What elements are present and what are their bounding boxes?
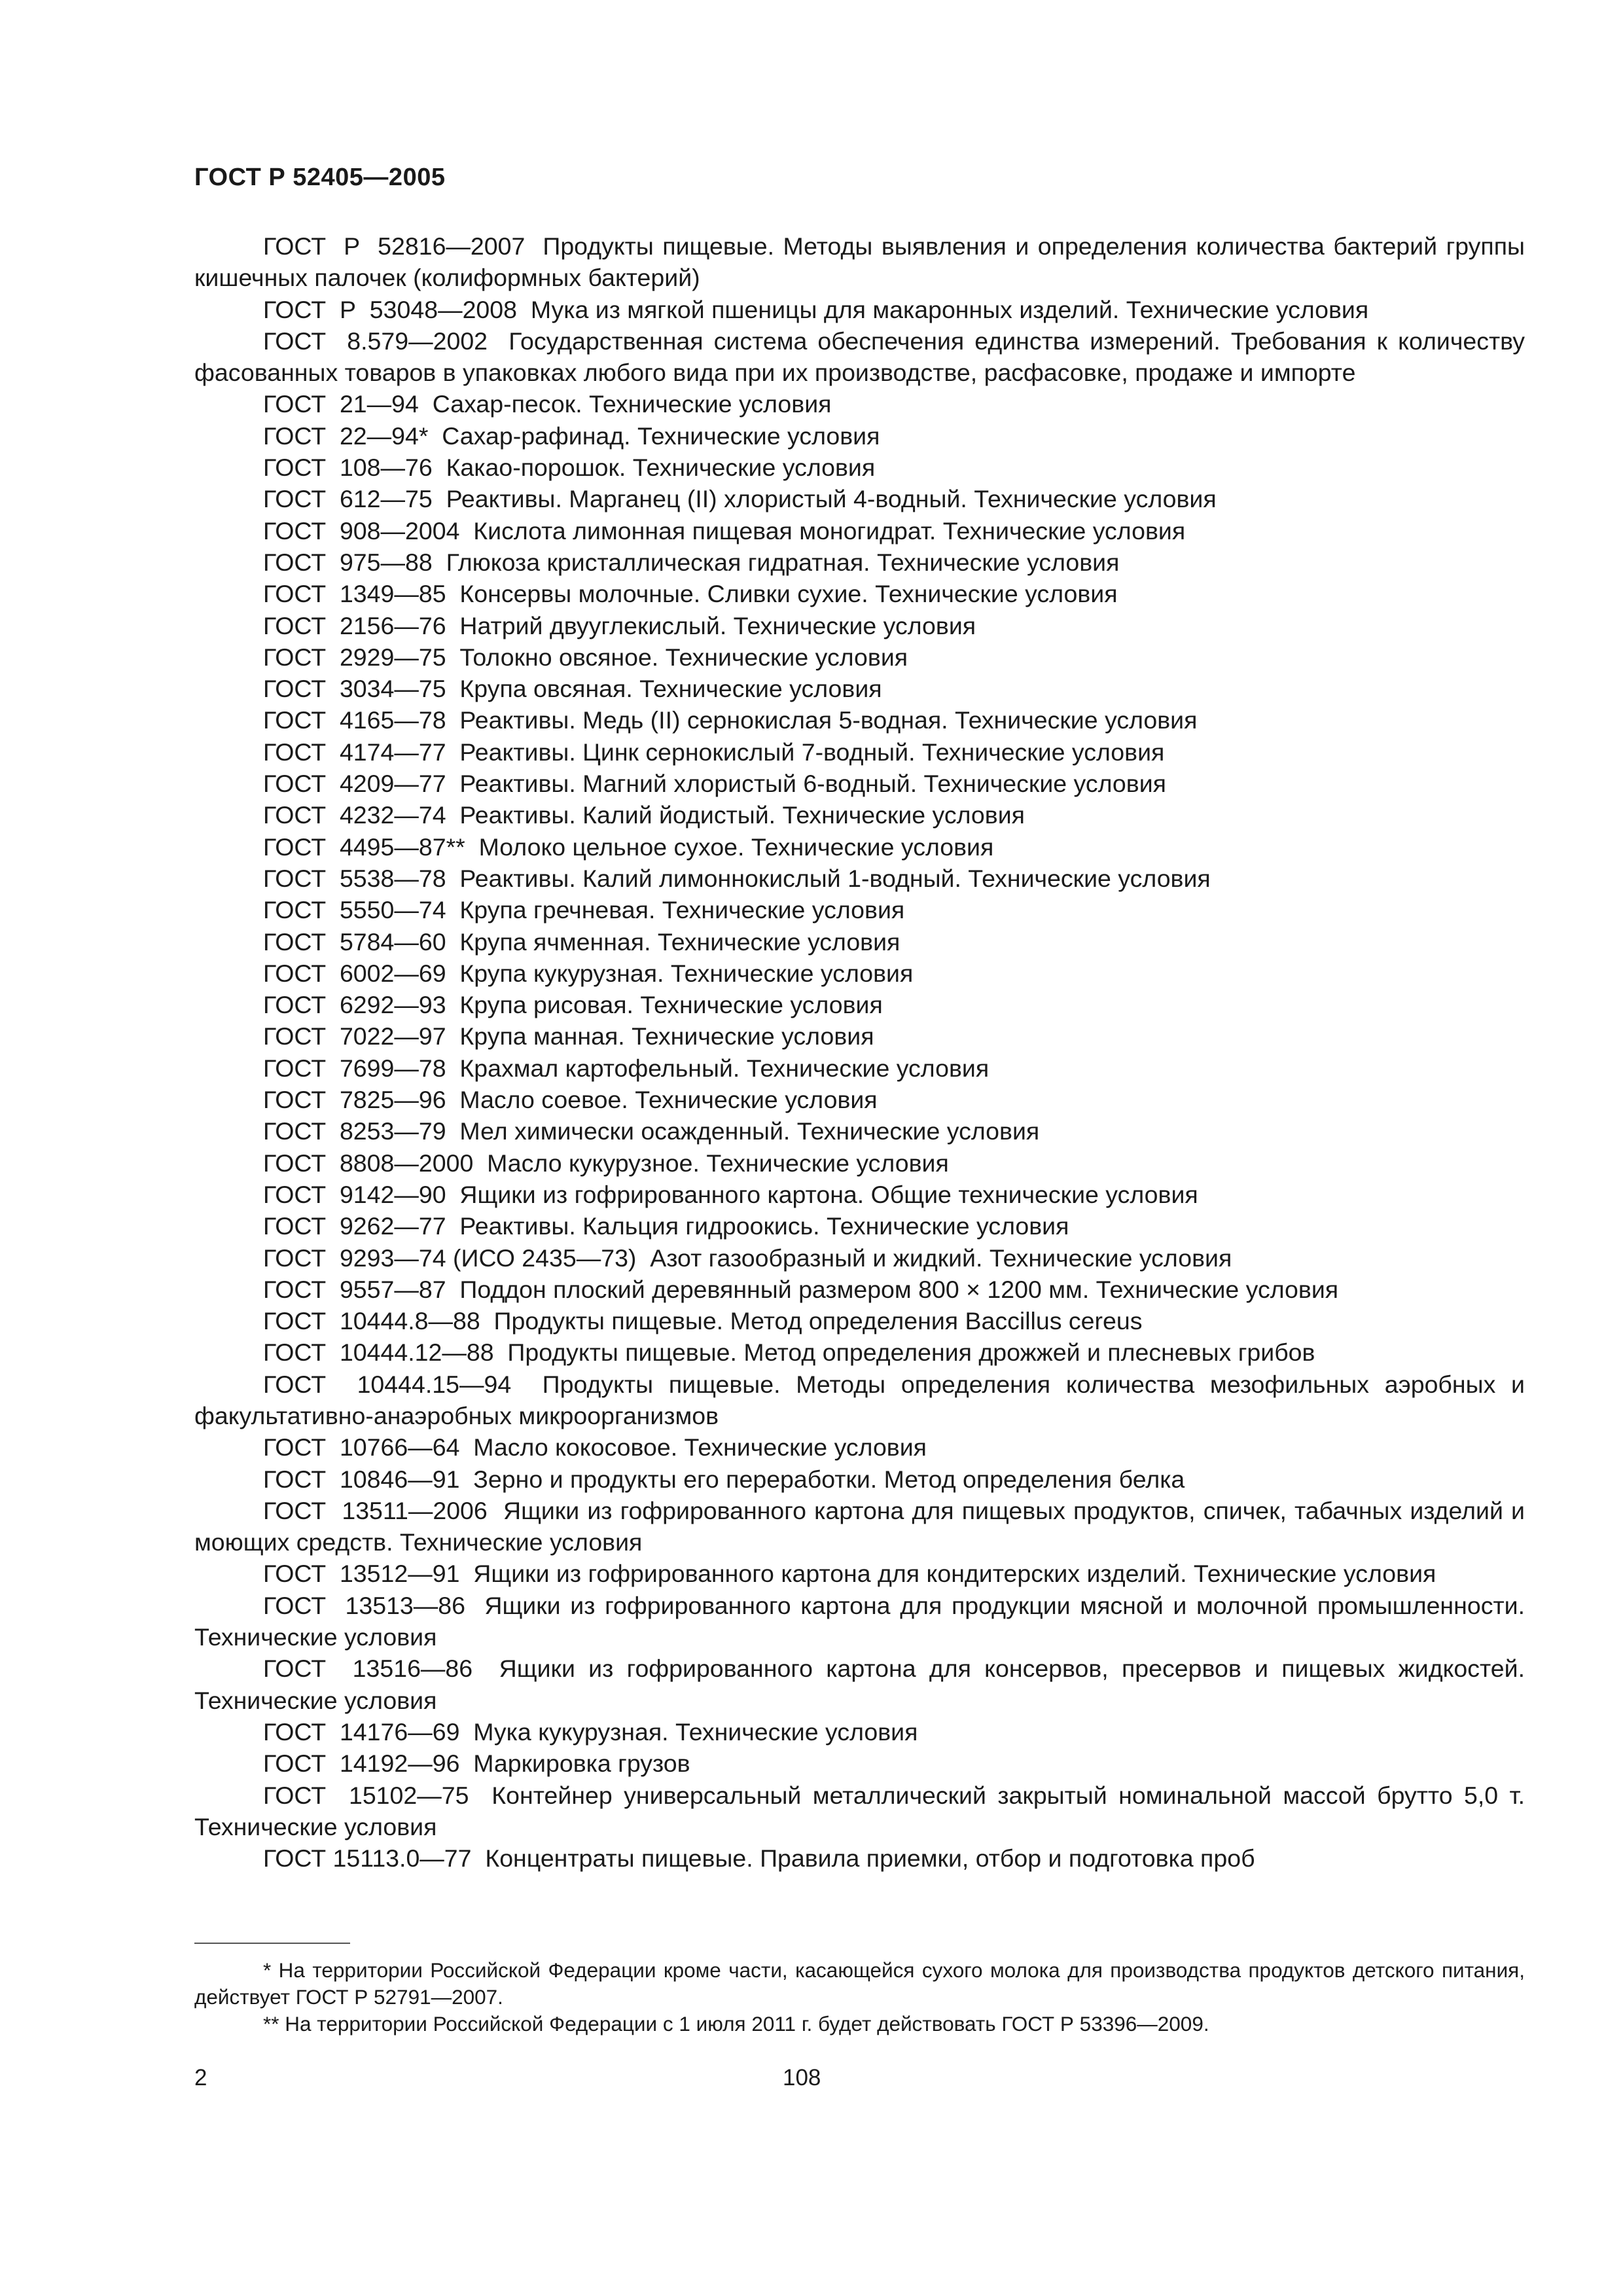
reference-item: ГОСТ 612—75 Реактивы. Марганец (II) хлористый 4-водный. Технические условия [263, 485, 1217, 513]
reference-item: ГОСТ 15113.0—77 Концентраты пищевые. Правила приемки, отбор и подготовка проб [263, 1844, 1255, 1873]
reference-item: ГОСТ 4165—78 Реактивы. Медь (II) сернокислая 5-водная. Технические условия [263, 706, 1198, 734]
reference-item: ГОСТ 6002—69 Крупа кукурузная. Технические условия [263, 959, 914, 987]
reference-item: ГОСТ 5784—60 Крупа ячменная. Технические условия [263, 927, 901, 956]
reference-item: ГОСТ 22—94* Сахар-рафинад. Технические условия [263, 422, 880, 450]
reference-item: ГОСТ 14192—96 Маркировка грузов [263, 1749, 690, 1778]
reference-item: ГОСТ 10444.12—88 Продукты пищевые. Метод определения дрожжей и плесневых грибов [263, 1338, 1315, 1367]
normative-references-list [194, 230, 1532, 1874]
reference-item: ГОСТ 14176—69 Мука кукурузная. Технические условия [263, 1717, 918, 1746]
reference-item: ГОСТ Р 53048—2008 Мука из мягкой пшеницы для макаронных изделий. Технические условия [263, 295, 1369, 323]
footnote-item: * На территории Российской Федерации кроме части, касающейся сухого молока для производства продуктов детского питания, действует ГОСТ Р 52791—2007. [194, 1958, 1525, 2009]
reference-item: ГОСТ 3034—75 Крупа овсяная. Технические условия [263, 675, 882, 703]
reference-item: ГОСТ 13513—86 Ящики из гофрированного картона для продукции мясной и молочной промышленности. Технические условия [194, 1591, 1532, 1651]
reference-item: ГОСТ 8808—2000 Масло кукурузное. Технические условия [263, 1149, 949, 1177]
reference-item: ГОСТ 2156—76 Натрий двууглекислый. Технические условия [263, 611, 976, 639]
reference-item: ГОСТ 8253—79 Мел химически осажденный. Технические условия [263, 1117, 1040, 1145]
reference-item: ГОСТ 9142—90 Ящики из гофрированного картона. Общие технические условия [263, 1180, 1198, 1208]
reference-item: ГОСТ 9293—74 (ИСО 2435—73) Азот газообразный и жидкий. Технические условия [263, 1244, 1232, 1272]
reference-item: ГОСТ 5538—78 Реактивы. Калий лимоннокислый 1-водный. Технические условия [263, 864, 1211, 892]
reference-item: ГОСТ 975—88 Глюкоза кристаллическая гидратная. Технические условия [263, 548, 1120, 576]
footnotes [194, 1957, 1525, 2037]
reference-item: ГОСТ 8.579—2002 Государственная система обеспечения единства измерений. Требования к количеству фасованных товаров в упаковках любого вида при их производстве, расфасовке, продаже и импорте [194, 327, 1532, 387]
footnote-divider [194, 1943, 350, 1944]
reference-item: ГОСТ 4495—87** Молоко цельное сухое. Технические условия [263, 833, 994, 861]
reference-item: ГОСТ 7825—96 Масло соевое. Технические условия [263, 1086, 878, 1114]
reference-item: ГОСТ 7699—78 Крахмал картофельный. Технические условия [263, 1054, 990, 1082]
reference-item: ГОСТ 4232—74 Реактивы. Калий йодистый. Технические условия [263, 801, 1025, 829]
sheet-number: 108 [783, 2065, 821, 2090]
reference-item: ГОСТ 9557—87 Поддон плоский деревянный размером 800 × 1200 мм. Технические условия [263, 1275, 1339, 1303]
reference-item: ГОСТ 6292—93 Крупа рисовая. Технические условия [263, 991, 883, 1019]
reference-item: ГОСТ 2929—75 Толокно овсяное. Технические условия [263, 643, 908, 671]
reference-item: ГОСТ Р 52816—2007 Продукты пищевые. Методы выявления и определения количества бактерий группы кишечных палочек (колиформных бактерий) [194, 232, 1532, 292]
reference-item: ГОСТ 108—76 Какао-порошок. Технические условия [263, 454, 876, 482]
document-header: ГОСТ Р 52405—2005 [194, 164, 446, 191]
reference-item: ГОСТ 13512—91 Ящики из гофрированного картона для кондитерских изделий. Технические условия [263, 1560, 1436, 1588]
reference-item: ГОСТ 10444.15—94 Продукты пищевые. Методы определения количества мезофильных аэробных и факультативно-анаэробных микроорганизмов [194, 1370, 1532, 1429]
reference-item: ГОСТ 9262—77 Реактивы. Кальция гидроокись. Технические условия [263, 1212, 1069, 1240]
reference-item: ГОСТ 21—94 Сахар-песок. Технические условия [263, 390, 832, 418]
footnote-item: ** На территории Российской Федерации с 1 июля 2011 г. будет действовать ГОСТ Р 53396—2009. [263, 2012, 1209, 2036]
reference-item: ГОСТ 4174—77 Реактивы. Цинк сернокислый 7-водный. Технические условия [263, 738, 1165, 766]
reference-item: ГОСТ 13511—2006 Ящики из гофрированного картона для пищевых продуктов, спичек, табачных изделий и моющих средств. Технические условия [194, 1496, 1532, 1556]
reference-item: ГОСТ 4209—77 Реактивы. Магний хлористый 6-водный. Технические условия [263, 770, 1166, 798]
reference-item: ГОСТ 10766—64 Масло кокосовое. Технические условия [263, 1433, 927, 1462]
page-number: 2 [194, 2065, 207, 2090]
reference-item: ГОСТ 10444.8—88 Продукты пищевые. Метод определения Baccillus cereus [263, 1307, 1143, 1335]
reference-item: ГОСТ 1349—85 Консервы молочные. Сливки сухие. Технические условия [263, 580, 1118, 608]
reference-item: ГОСТ 908—2004 Кислота лимонная пищевая моногидрат. Технические условия [263, 516, 1186, 545]
reference-item: ГОСТ 15102—75 Контейнер универсальный металлический закрытый номинальной массой брутто 5,0 т. Технические условия [194, 1781, 1532, 1840]
reference-item: ГОСТ 5550—74 Крупа гречневая. Технические условия [263, 896, 905, 924]
reference-item: ГОСТ 13516—86 Ящики из гофрированного картона для консервов, пресервов и пищевых жидкостей. Технические условия [194, 1655, 1532, 1714]
reference-item: ГОСТ 10846—91 Зерно и продукты его переработки. Метод определения белка [263, 1465, 1185, 1493]
reference-item: ГОСТ 7022—97 Крупа манная. Технические условия [263, 1022, 874, 1050]
